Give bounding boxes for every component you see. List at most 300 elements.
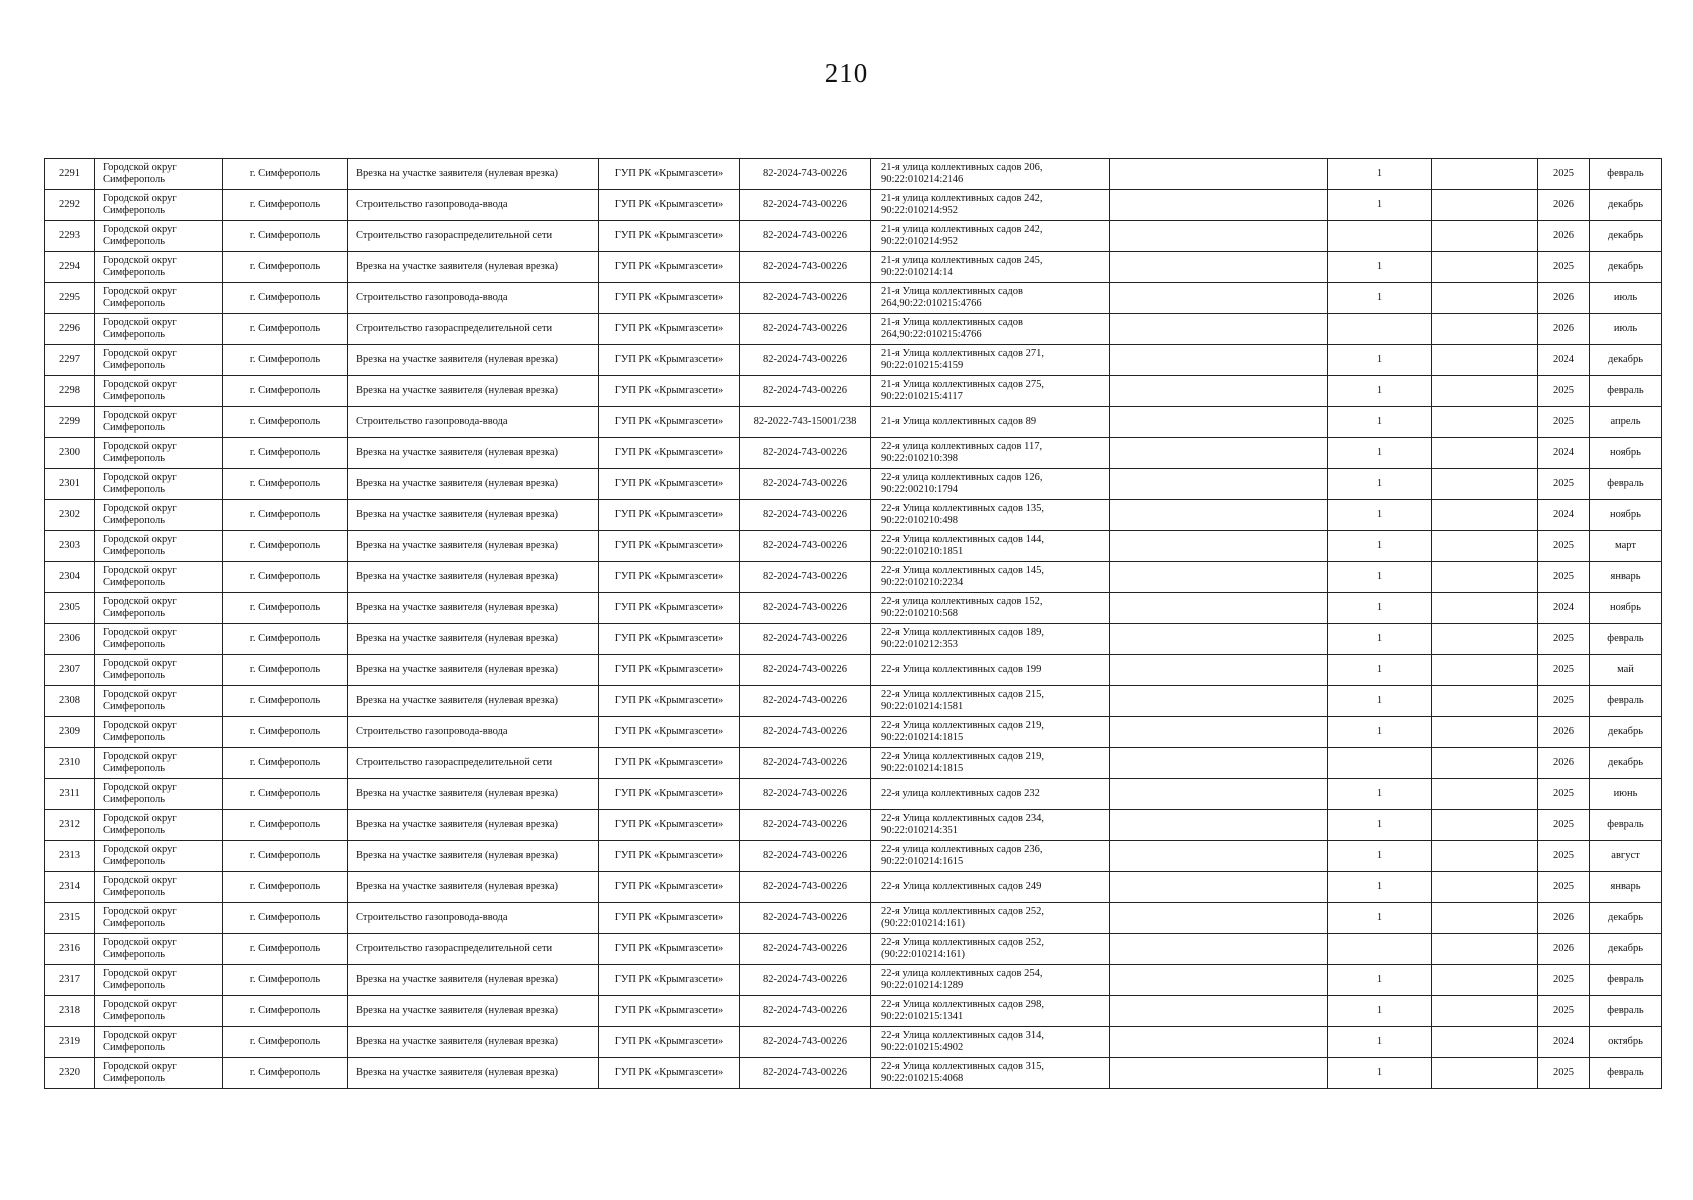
month-cell: декабрь: [1590, 252, 1662, 283]
address-cell: 22-я Улица коллективных садов 135, 90:22:010210:498: [871, 500, 1110, 531]
work-type-cell: Врезка на участке заявителя (нулевая врезка): [348, 159, 599, 190]
city-cell: г. Симферополь: [223, 376, 348, 407]
row-number-cell: 2303: [45, 531, 95, 562]
table-row: [45, 252, 1662, 283]
blank-cell: [1110, 934, 1328, 965]
blank-cell: [1110, 376, 1328, 407]
count-cell: 1: [1328, 903, 1432, 934]
district-cell: Городской округ Симферополь: [95, 655, 223, 686]
month-cell: декабрь: [1590, 345, 1662, 376]
district-cell: Городской округ Симферополь: [95, 1058, 223, 1089]
work-type-cell: Врезка на участке заявителя (нулевая врезка): [348, 345, 599, 376]
count-cell: 1: [1328, 531, 1432, 562]
organization-cell: ГУП РК «Крымгазсети»: [599, 872, 740, 903]
organization-cell: ГУП РК «Крымгазсети»: [599, 996, 740, 1027]
city-cell: г. Симферополь: [223, 221, 348, 252]
city-cell: г. Симферополь: [223, 996, 348, 1027]
table-row: [45, 624, 1662, 655]
organization-cell: ГУП РК «Крымгазсети»: [599, 283, 740, 314]
blank-cell: [1432, 1058, 1538, 1089]
district-cell: Городской округ Симферополь: [95, 376, 223, 407]
blank-cell: [1110, 996, 1328, 1027]
row-number-cell: 2293: [45, 221, 95, 252]
address-cell: 21-я Улица коллективных садов 264,90:22:010215:4766: [871, 283, 1110, 314]
organization-cell: ГУП РК «Крымгазсети»: [599, 1058, 740, 1089]
year-cell: 2025: [1538, 996, 1590, 1027]
district-cell: Городской округ Симферополь: [95, 810, 223, 841]
document-number-cell: 82-2024-743-00226: [740, 1058, 871, 1089]
work-type-cell: Врезка на участке заявителя (нулевая врезка): [348, 996, 599, 1027]
document-number-cell: 82-2024-743-00226: [740, 314, 871, 345]
year-cell: 2024: [1538, 500, 1590, 531]
year-cell: 2024: [1538, 438, 1590, 469]
city-cell: г. Симферополь: [223, 841, 348, 872]
table-row: [45, 500, 1662, 531]
district-cell: Городской округ Симферополь: [95, 190, 223, 221]
district-cell: Городской округ Симферополь: [95, 934, 223, 965]
blank-cell: [1432, 190, 1538, 221]
blank-cell: [1432, 686, 1538, 717]
blank-cell: [1432, 996, 1538, 1027]
year-cell: 2025: [1538, 686, 1590, 717]
month-cell: февраль: [1590, 686, 1662, 717]
blank-cell: [1110, 1058, 1328, 1089]
work-type-cell: Врезка на участке заявителя (нулевая врезка): [348, 779, 599, 810]
organization-cell: ГУП РК «Крымгазсети»: [599, 531, 740, 562]
table-row: [45, 1027, 1662, 1058]
blank-cell: [1110, 221, 1328, 252]
year-cell: 2026: [1538, 221, 1590, 252]
blank-cell: [1432, 841, 1538, 872]
work-type-cell: Строительство газопровода-ввода: [348, 283, 599, 314]
document-number-cell: 82-2024-743-00226: [740, 221, 871, 252]
table-row: [45, 1058, 1662, 1089]
count-cell: 1: [1328, 376, 1432, 407]
row-number-cell: 2311: [45, 779, 95, 810]
page-number: 210: [824, 58, 869, 88]
work-type-cell: Строительство газораспределительной сети: [348, 314, 599, 345]
table-row: [45, 841, 1662, 872]
organization-cell: ГУП РК «Крымгазсети»: [599, 965, 740, 996]
blank-cell: [1432, 655, 1538, 686]
district-cell: Городской округ Симферополь: [95, 469, 223, 500]
organization-cell: ГУП РК «Крымгазсети»: [599, 314, 740, 345]
address-cell: 22-я Улица коллективных садов 234, 90:22:010214:351: [871, 810, 1110, 841]
city-cell: г. Симферополь: [223, 252, 348, 283]
month-cell: январь: [1590, 872, 1662, 903]
year-cell: 2025: [1538, 655, 1590, 686]
row-number-cell: 2317: [45, 965, 95, 996]
district-cell: Городской округ Симферополь: [95, 748, 223, 779]
organization-cell: ГУП РК «Крымгазсети»: [599, 159, 740, 190]
district-cell: Городской округ Симферополь: [95, 407, 223, 438]
document-number-cell: 82-2024-743-00226: [740, 624, 871, 655]
year-cell: 2025: [1538, 376, 1590, 407]
year-cell: 2025: [1538, 624, 1590, 655]
blank-cell: [1432, 1027, 1538, 1058]
address-cell: 22-я Улица коллективных садов 199: [871, 655, 1110, 686]
month-cell: июль: [1590, 314, 1662, 345]
month-cell: август: [1590, 841, 1662, 872]
year-cell: 2024: [1538, 593, 1590, 624]
year-cell: 2025: [1538, 841, 1590, 872]
year-cell: 2026: [1538, 748, 1590, 779]
month-cell: март: [1590, 531, 1662, 562]
blank-cell: [1432, 221, 1538, 252]
district-cell: Городской округ Симферополь: [95, 252, 223, 283]
organization-cell: ГУП РК «Крымгазсети»: [599, 655, 740, 686]
table-row: [45, 438, 1662, 469]
district-cell: Городской округ Симферополь: [95, 872, 223, 903]
blank-cell: [1432, 810, 1538, 841]
document-number-cell: 82-2024-743-00226: [740, 252, 871, 283]
year-cell: 2025: [1538, 872, 1590, 903]
blank-cell: [1110, 407, 1328, 438]
count-cell: 1: [1328, 686, 1432, 717]
address-cell: 22-я улица коллективных садов 126, 90:22:00210:1794: [871, 469, 1110, 500]
work-type-cell: Врезка на участке заявителя (нулевая врезка): [348, 965, 599, 996]
document-number-cell: 82-2024-743-00226: [740, 283, 871, 314]
address-cell: 21-я улица коллективных садов 245, 90:22:010214:14: [871, 252, 1110, 283]
month-cell: февраль: [1590, 376, 1662, 407]
organization-cell: ГУП РК «Крымгазсети»: [599, 376, 740, 407]
blank-cell: [1110, 159, 1328, 190]
address-cell: 22-я Улица коллективных садов 315, 90:22:010215:4068: [871, 1058, 1110, 1089]
blank-cell: [1432, 345, 1538, 376]
district-cell: Городской округ Симферополь: [95, 1027, 223, 1058]
work-type-cell: Строительство газораспределительной сети: [348, 748, 599, 779]
table-row: [45, 345, 1662, 376]
city-cell: г. Симферополь: [223, 531, 348, 562]
city-cell: г. Симферополь: [223, 159, 348, 190]
address-cell: 22-я улица коллективных садов 232: [871, 779, 1110, 810]
row-number-cell: 2299: [45, 407, 95, 438]
year-cell: 2026: [1538, 903, 1590, 934]
organization-cell: ГУП РК «Крымгазсети»: [599, 686, 740, 717]
row-number-cell: 2316: [45, 934, 95, 965]
district-cell: Городской округ Симферополь: [95, 593, 223, 624]
document-number-cell: 82-2024-743-00226: [740, 562, 871, 593]
document-number-cell: 82-2024-743-00226: [740, 717, 871, 748]
row-number-cell: 2302: [45, 500, 95, 531]
document-number-cell: 82-2024-743-00226: [740, 934, 871, 965]
organization-cell: ГУП РК «Крымгазсети»: [599, 624, 740, 655]
document-number-cell: 82-2024-743-00226: [740, 996, 871, 1027]
month-cell: февраль: [1590, 810, 1662, 841]
row-number-cell: 2294: [45, 252, 95, 283]
address-cell: 22-я Улица коллективных садов 298, 90:22:010215:1341: [871, 996, 1110, 1027]
document-number-cell: 82-2024-743-00226: [740, 872, 871, 903]
district-cell: Городской округ Симферополь: [95, 531, 223, 562]
address-cell: 21-я Улица коллективных садов 89: [871, 407, 1110, 438]
row-number-cell: 2306: [45, 624, 95, 655]
count-cell: 1: [1328, 252, 1432, 283]
work-type-cell: Врезка на участке заявителя (нулевая врезка): [348, 810, 599, 841]
document-number-cell: 82-2024-743-00226: [740, 593, 871, 624]
table-row: [45, 283, 1662, 314]
row-number-cell: 2320: [45, 1058, 95, 1089]
table-row: [45, 872, 1662, 903]
blank-cell: [1432, 376, 1538, 407]
address-cell: 22-я улица коллективных садов 152, 90:22:010210:568: [871, 593, 1110, 624]
document-number-cell: 82-2024-743-00226: [740, 748, 871, 779]
district-cell: Городской округ Симферополь: [95, 345, 223, 376]
blank-cell: [1110, 779, 1328, 810]
count-cell: 1: [1328, 407, 1432, 438]
blank-cell: [1110, 624, 1328, 655]
blank-cell: [1432, 314, 1538, 345]
table-row: [45, 159, 1662, 190]
month-cell: ноябрь: [1590, 593, 1662, 624]
work-type-cell: Строительство газораспределительной сети: [348, 934, 599, 965]
organization-cell: ГУП РК «Крымгазсети»: [599, 903, 740, 934]
registry-table: [44, 158, 1662, 1089]
row-number-cell: 2309: [45, 717, 95, 748]
row-number-cell: 2319: [45, 1027, 95, 1058]
work-type-cell: Врезка на участке заявителя (нулевая врезка): [348, 686, 599, 717]
blank-cell: [1432, 531, 1538, 562]
count-cell: [1328, 221, 1432, 252]
year-cell: 2026: [1538, 190, 1590, 221]
address-cell: 22-я Улица коллективных садов 252, (90:22:010214:161): [871, 934, 1110, 965]
document-number-cell: 82-2024-743-00226: [740, 655, 871, 686]
address-cell: 22-я Улица коллективных садов 314, 90:22:010215:4902: [871, 1027, 1110, 1058]
work-type-cell: Строительство газораспределительной сети: [348, 221, 599, 252]
city-cell: г. Симферополь: [223, 748, 348, 779]
month-cell: февраль: [1590, 996, 1662, 1027]
year-cell: 2025: [1538, 779, 1590, 810]
month-cell: апрель: [1590, 407, 1662, 438]
table-row: [45, 531, 1662, 562]
organization-cell: ГУП РК «Крымгазсети»: [599, 593, 740, 624]
district-cell: Городской округ Симферополь: [95, 903, 223, 934]
address-cell: 22-я улица коллективных садов 117, 90:22:010210:398: [871, 438, 1110, 469]
address-cell: 22-я Улица коллективных садов 252, (90:22:010214:161): [871, 903, 1110, 934]
blank-cell: [1110, 748, 1328, 779]
document-number-cell: 82-2024-743-00226: [740, 810, 871, 841]
row-number-cell: 2295: [45, 283, 95, 314]
count-cell: 1: [1328, 469, 1432, 500]
district-cell: Городской округ Симферополь: [95, 996, 223, 1027]
registry-table-body: [45, 159, 1662, 1089]
blank-cell: [1110, 686, 1328, 717]
row-number-cell: 2304: [45, 562, 95, 593]
table-row: [45, 562, 1662, 593]
blank-cell: [1110, 562, 1328, 593]
blank-cell: [1110, 841, 1328, 872]
blank-cell: [1432, 779, 1538, 810]
blank-cell: [1432, 438, 1538, 469]
blank-cell: [1432, 159, 1538, 190]
year-cell: 2024: [1538, 345, 1590, 376]
row-number-cell: 2314: [45, 872, 95, 903]
work-type-cell: Врезка на участке заявителя (нулевая врезка): [348, 841, 599, 872]
district-cell: Городской округ Симферополь: [95, 779, 223, 810]
table-row: [45, 996, 1662, 1027]
count-cell: 1: [1328, 190, 1432, 221]
year-cell: 2024: [1538, 1027, 1590, 1058]
table-row: [45, 686, 1662, 717]
district-cell: Городской округ Симферополь: [95, 841, 223, 872]
row-number-cell: 2297: [45, 345, 95, 376]
district-cell: Городской округ Симферополь: [95, 717, 223, 748]
month-cell: январь: [1590, 562, 1662, 593]
city-cell: г. Симферополь: [223, 872, 348, 903]
count-cell: [1328, 934, 1432, 965]
month-cell: февраль: [1590, 469, 1662, 500]
city-cell: г. Симферополь: [223, 500, 348, 531]
document-number-cell: 82-2024-743-00226: [740, 779, 871, 810]
blank-cell: [1110, 1027, 1328, 1058]
city-cell: г. Симферополь: [223, 593, 348, 624]
row-number-cell: 2301: [45, 469, 95, 500]
row-number-cell: 2310: [45, 748, 95, 779]
address-cell: 21-я Улица коллективных садов 275, 90:22:010215:4117: [871, 376, 1110, 407]
city-cell: г. Симферополь: [223, 717, 348, 748]
document-number-cell: 82-2024-743-00226: [740, 841, 871, 872]
city-cell: г. Симферополь: [223, 469, 348, 500]
row-number-cell: 2307: [45, 655, 95, 686]
month-cell: декабрь: [1590, 190, 1662, 221]
address-cell: 22-я улица коллективных садов 236, 90:22:010214:1615: [871, 841, 1110, 872]
year-cell: 2025: [1538, 810, 1590, 841]
table-row: [45, 717, 1662, 748]
work-type-cell: Врезка на участке заявителя (нулевая врезка): [348, 531, 599, 562]
blank-cell: [1110, 190, 1328, 221]
blank-cell: [1432, 872, 1538, 903]
month-cell: февраль: [1590, 965, 1662, 996]
city-cell: г. Симферополь: [223, 903, 348, 934]
month-cell: ноябрь: [1590, 438, 1662, 469]
work-type-cell: Врезка на участке заявителя (нулевая врезка): [348, 562, 599, 593]
blank-cell: [1110, 872, 1328, 903]
city-cell: г. Симферополь: [223, 624, 348, 655]
year-cell: 2026: [1538, 934, 1590, 965]
city-cell: г. Симферополь: [223, 562, 348, 593]
row-number-cell: 2296: [45, 314, 95, 345]
work-type-cell: Врезка на участке заявителя (нулевая врезка): [348, 655, 599, 686]
address-cell: 22-я Улица коллективных садов 144, 90:22:010210:1851: [871, 531, 1110, 562]
address-cell: 21-я Улица коллективных садов 271, 90:22:010215:4159: [871, 345, 1110, 376]
count-cell: [1328, 314, 1432, 345]
document-number-cell: 82-2024-743-00226: [740, 376, 871, 407]
table-row: [45, 221, 1662, 252]
month-cell: декабрь: [1590, 934, 1662, 965]
blank-cell: [1432, 500, 1538, 531]
organization-cell: ГУП РК «Крымгазсети»: [599, 438, 740, 469]
work-type-cell: Строительство газопровода-ввода: [348, 903, 599, 934]
city-cell: г. Симферополь: [223, 1027, 348, 1058]
district-cell: Городской округ Симферополь: [95, 221, 223, 252]
count-cell: [1328, 748, 1432, 779]
table-row: [45, 655, 1662, 686]
blank-cell: [1432, 562, 1538, 593]
document-number-cell: 82-2024-743-00226: [740, 469, 871, 500]
organization-cell: ГУП РК «Крымгазсети»: [599, 779, 740, 810]
work-type-cell: Врезка на участке заявителя (нулевая врезка): [348, 1027, 599, 1058]
document-number-cell: 82-2024-743-00226: [740, 159, 871, 190]
organization-cell: ГУП РК «Крымгазсети»: [599, 1027, 740, 1058]
count-cell: 1: [1328, 283, 1432, 314]
organization-cell: ГУП РК «Крымгазсети»: [599, 345, 740, 376]
table-row: [45, 748, 1662, 779]
blank-cell: [1110, 965, 1328, 996]
district-cell: Городской округ Симферополь: [95, 283, 223, 314]
year-cell: 2026: [1538, 717, 1590, 748]
table-row: [45, 934, 1662, 965]
blank-cell: [1110, 283, 1328, 314]
table-row: [45, 190, 1662, 221]
district-cell: Городской округ Симферополь: [95, 314, 223, 345]
city-cell: г. Симферополь: [223, 655, 348, 686]
district-cell: Городской округ Симферополь: [95, 500, 223, 531]
blank-cell: [1432, 407, 1538, 438]
blank-cell: [1110, 438, 1328, 469]
row-number-cell: 2291: [45, 159, 95, 190]
count-cell: 1: [1328, 810, 1432, 841]
organization-cell: ГУП РК «Крымгазсети»: [599, 407, 740, 438]
row-number-cell: 2292: [45, 190, 95, 221]
document-number-cell: 82-2024-743-00226: [740, 1027, 871, 1058]
address-cell: 22-я Улица коллективных садов 189, 90:22:010212:353: [871, 624, 1110, 655]
month-cell: февраль: [1590, 159, 1662, 190]
document-number-cell: 82-2024-743-00226: [740, 438, 871, 469]
year-cell: 2025: [1538, 1058, 1590, 1089]
city-cell: г. Симферополь: [223, 345, 348, 376]
work-type-cell: Врезка на участке заявителя (нулевая врезка): [348, 593, 599, 624]
blank-cell: [1110, 655, 1328, 686]
count-cell: 1: [1328, 1027, 1432, 1058]
blank-cell: [1432, 283, 1538, 314]
work-type-cell: Врезка на участке заявителя (нулевая врезка): [348, 252, 599, 283]
row-number-cell: 2318: [45, 996, 95, 1027]
district-cell: Городской округ Симферополь: [95, 965, 223, 996]
row-number-cell: 2308: [45, 686, 95, 717]
blank-cell: [1110, 314, 1328, 345]
month-cell: июль: [1590, 283, 1662, 314]
work-type-cell: Врезка на участке заявителя (нулевая врезка): [348, 624, 599, 655]
blank-cell: [1110, 345, 1328, 376]
count-cell: 1: [1328, 624, 1432, 655]
district-cell: Городской округ Симферополь: [95, 562, 223, 593]
organization-cell: ГУП РК «Крымгазсети»: [599, 717, 740, 748]
count-cell: 1: [1328, 438, 1432, 469]
city-cell: г. Симферополь: [223, 1058, 348, 1089]
table-row: [45, 810, 1662, 841]
month-cell: ноябрь: [1590, 500, 1662, 531]
document-number-cell: 82-2024-743-00226: [740, 965, 871, 996]
blank-cell: [1110, 531, 1328, 562]
city-cell: г. Симферополь: [223, 190, 348, 221]
table-row: [45, 965, 1662, 996]
organization-cell: ГУП РК «Крымгазсети»: [599, 562, 740, 593]
address-cell: 21-я улица коллективных садов 206, 90:22:010214:2146: [871, 159, 1110, 190]
city-cell: г. Симферополь: [223, 779, 348, 810]
blank-cell: [1110, 500, 1328, 531]
count-cell: 1: [1328, 562, 1432, 593]
year-cell: 2025: [1538, 407, 1590, 438]
city-cell: г. Симферополь: [223, 283, 348, 314]
district-cell: Городской округ Симферополь: [95, 159, 223, 190]
blank-cell: [1432, 593, 1538, 624]
count-cell: 1: [1328, 965, 1432, 996]
address-cell: 22-я Улица коллективных садов 219, 90:22:010214:1815: [871, 748, 1110, 779]
organization-cell: ГУП РК «Крымгазсети»: [599, 190, 740, 221]
blank-cell: [1432, 252, 1538, 283]
work-type-cell: Врезка на участке заявителя (нулевая врезка): [348, 872, 599, 903]
organization-cell: ГУП РК «Крымгазсети»: [599, 500, 740, 531]
year-cell: 2025: [1538, 531, 1590, 562]
